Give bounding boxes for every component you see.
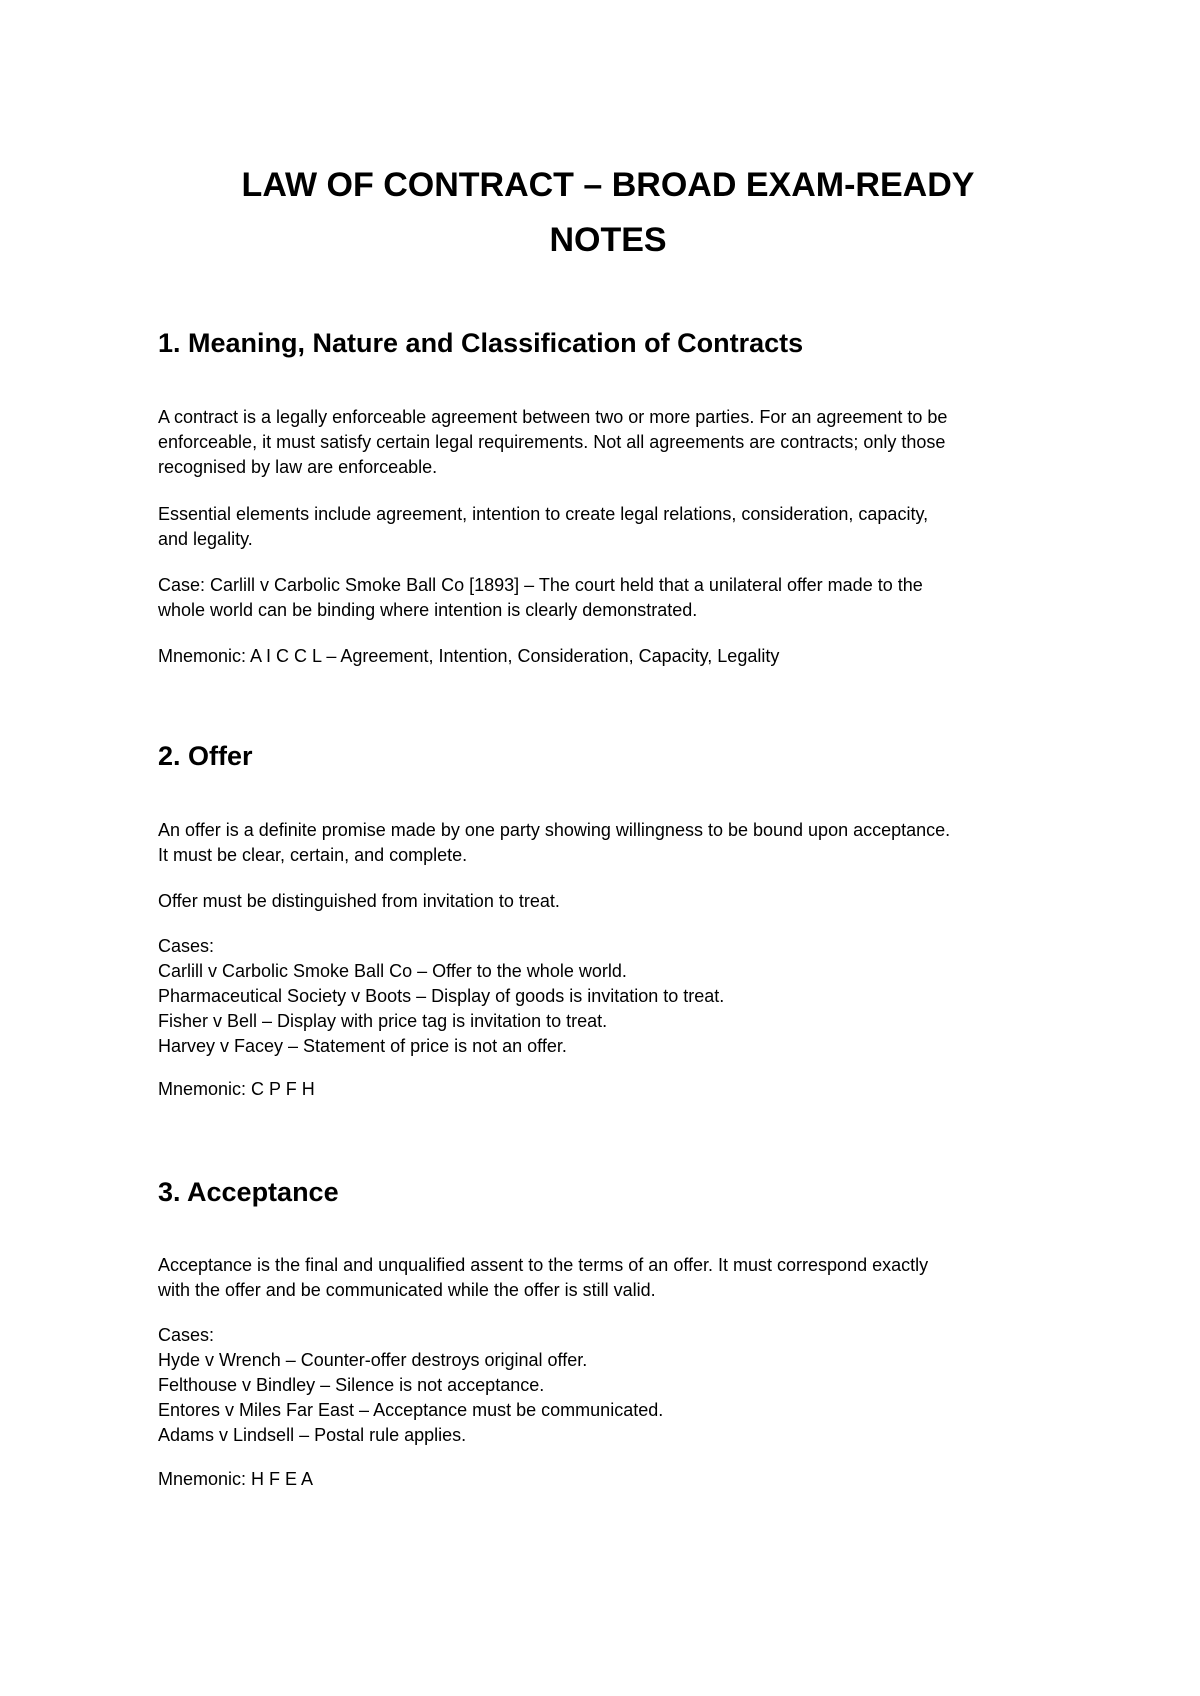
cases-label: Cases: (158, 936, 215, 956)
text-line: Essential elements include agreement, intention to create legal relations, consideration, capacity, (158, 504, 929, 524)
section-1-heading: 1. Meaning, Nature and Classification of Contracts (158, 328, 804, 358)
cases-label: Cases: (158, 1325, 215, 1345)
case-item: Pharmaceutical Society v Boots – Display of goods is invitation to treat. (158, 986, 725, 1006)
case-item: Carlill v Carbolic Smoke Ball Co – Offer to the whole world. (158, 961, 627, 981)
text-line: enforceable, it must satisfy certain legal requirements. Not all agreements are contracts; only those (158, 432, 946, 452)
section-3-heading: 3. Acceptance (158, 1177, 339, 1207)
section-2-note (158, 889, 1058, 914)
case-item: Hyde v Wrench – Counter-offer destroys original offer. (158, 1350, 588, 1370)
section-1-mnemonic (158, 644, 1058, 669)
section-1-elements (158, 502, 1058, 552)
section-3-cases (158, 1323, 1058, 1448)
text-line: recognised by law are enforceable. (158, 457, 438, 477)
text-line: and legality. (158, 529, 253, 549)
text-line: A contract is a legally enforceable agreement between two or more parties. For an agreement to be (158, 407, 948, 427)
section-3-mnemonic (158, 1467, 1058, 1492)
case-item: Harvey v Facey – Statement of price is not an offer. (158, 1036, 567, 1056)
case-item: Entores v Miles Far East – Acceptance must be communicated. (158, 1400, 664, 1420)
text-line: Mnemonic: C P F H (158, 1079, 315, 1099)
text-line: with the offer and be communicated while the offer is still valid. (158, 1280, 656, 1300)
text-line: whole world can be binding where intention is clearly demonstrated. (158, 600, 698, 620)
case-item: Felthouse v Bindley – Silence is not acceptance. (158, 1375, 545, 1395)
section-3-definition (158, 1253, 1058, 1303)
text-line: Mnemonic: A I C C L – Agreement, Intention, Consideration, Capacity, Legality (158, 646, 780, 666)
case-item: Fisher v Bell – Display with price tag is invitation to treat. (158, 1011, 608, 1031)
title-line-2: NOTES (549, 221, 667, 259)
text-line: An offer is a definite promise made by one party showing willingness to be bound upon acceptance. (158, 820, 951, 840)
section-2-heading: 2. Offer (158, 741, 253, 771)
title-line-1: LAW OF CONTRACT – BROAD EXAM-READY (241, 166, 975, 204)
section-1-case (158, 573, 1058, 623)
text-line: It must be clear, certain, and complete. (158, 845, 468, 865)
text-line: Offer must be distinguished from invitation to treat. (158, 891, 560, 911)
section-2-cases (158, 934, 1058, 1059)
section-2-mnemonic (158, 1077, 1058, 1102)
case-item: Adams v Lindsell – Postal rule applies. (158, 1425, 467, 1445)
text-line: Mnemonic: H F E A (158, 1469, 314, 1489)
text-line: Acceptance is the final and unqualified assent to the terms of an offer. It must correspond exactly (158, 1255, 929, 1275)
section-2-definition (158, 818, 1058, 868)
document-title (158, 158, 1058, 268)
text-line: Case: Carlill v Carbolic Smoke Ball Co [1893] – The court held that a unilateral offer made to the (158, 575, 923, 595)
section-1-definition (158, 405, 1058, 480)
